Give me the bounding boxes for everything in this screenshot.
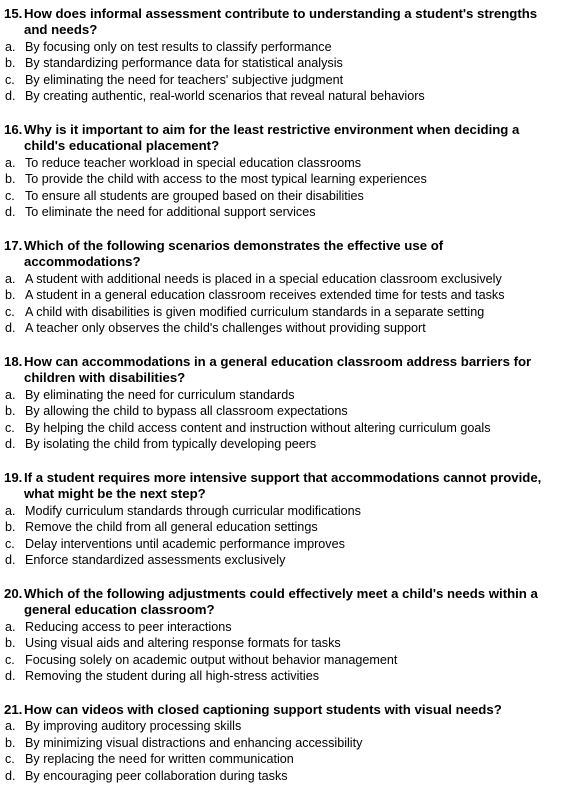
option-d: [0, 436, 567, 452]
option-letter: c.: [5, 304, 15, 319]
question-16: [0, 122, 567, 220]
option-letter: b.: [5, 735, 16, 750]
option-d: [0, 768, 567, 784]
question-18: [0, 354, 567, 452]
question-heading: [0, 470, 567, 503]
option-text: Focusing solely on academic output without behavior management: [25, 652, 398, 667]
option-a: [0, 387, 567, 403]
option-c: [0, 304, 567, 320]
option-letter: d.: [5, 768, 16, 783]
option-text: A teacher only observes the child's challenges without providing support: [25, 321, 426, 336]
option-a: [0, 271, 567, 287]
option-letter: d.: [5, 89, 16, 104]
option-letter: c.: [5, 420, 15, 435]
option-letter: b.: [5, 172, 16, 187]
question-text: Why is it important to aim for the least restrictive environment when deciding a child's educational placement?: [24, 122, 520, 154]
option-letter: c.: [5, 536, 15, 551]
option-b: [0, 55, 567, 71]
option-text: By improving auditory processing skills: [25, 719, 242, 734]
option-text: By eliminating the need for curriculum standards: [25, 387, 295, 402]
option-text: To eliminate the need for additional support services: [25, 205, 316, 220]
option-letter: d.: [5, 205, 16, 220]
option-c: [0, 751, 567, 767]
option-text: By focusing only on test results to classify performance: [25, 39, 332, 54]
option-b: [0, 403, 567, 419]
option-text: A student in a general education classroom receives extended time for tests and tasks: [25, 288, 505, 303]
question-text: Which of the following scenarios demonstrates the effective use of accommodations?: [24, 238, 444, 270]
option-letter: a.: [5, 271, 16, 286]
option-text: By standardizing performance data for statistical analysis: [25, 56, 343, 71]
question-text: Which of the following adjustments could effectively meet a child's needs within a general education classroom?: [24, 586, 538, 618]
option-a: [0, 503, 567, 519]
option-letter: c.: [5, 188, 15, 203]
question-number: 20.: [4, 586, 23, 601]
question-15: [0, 6, 567, 104]
option-d: [0, 320, 567, 336]
option-letter: a.: [5, 39, 16, 54]
option-text: By replacing the need for written communication: [25, 752, 294, 767]
option-c: [0, 536, 567, 552]
option-a: [0, 155, 567, 171]
option-letter: d.: [5, 669, 16, 684]
option-letter: b.: [5, 520, 16, 535]
option-b: [0, 635, 567, 651]
option-text: By encouraging peer collaboration during tasks: [25, 768, 288, 783]
option-b: [0, 171, 567, 187]
question-text: How can accommodations in a general education classroom address barriers for children with disabilities?: [24, 354, 532, 386]
option-c: [0, 72, 567, 88]
option-a: [0, 39, 567, 55]
option-text: By minimizing visual distractions and enhancing accessibility: [25, 735, 363, 750]
option-a: [0, 718, 567, 734]
option-text: Using visual aids and altering response formats for tasks: [25, 636, 341, 651]
option-letter: b.: [5, 404, 16, 419]
option-text: Removing the student during all high-stress activities: [25, 669, 319, 684]
question-text: If a student requires more intensive support that accommodations cannot provide, what might be the next step?: [24, 470, 542, 502]
option-c: [0, 188, 567, 204]
option-b: [0, 735, 567, 751]
option-text: By helping the child access content and instruction without altering curriculum goals: [25, 420, 491, 435]
option-d: [0, 552, 567, 568]
option-text: Modify curriculum standards through curricular modifications: [25, 503, 361, 518]
option-text: By isolating the child from typically developing peers: [25, 437, 317, 452]
option-d: [0, 88, 567, 104]
question-heading: [0, 122, 567, 155]
question-number: 15.: [4, 6, 23, 21]
option-d: [0, 668, 567, 684]
question-20: [0, 586, 567, 684]
option-letter: b.: [5, 56, 16, 71]
option-text: By allowing the child to bypass all classroom expectations: [25, 404, 348, 419]
question-number: 17.: [4, 238, 23, 253]
question-text: How does informal assessment contribute to understanding a student's strengths and needs?: [24, 6, 538, 38]
option-letter: d.: [5, 553, 16, 568]
option-text: Enforce standardized assessments exclusively: [25, 553, 286, 568]
option-letter: c.: [5, 752, 15, 767]
question-number: 18.: [4, 354, 23, 369]
option-letter: a.: [5, 619, 16, 634]
option-text: Remove the child from all general education settings: [25, 520, 318, 535]
option-letter: b.: [5, 636, 16, 651]
question-heading: [0, 6, 567, 39]
option-b: [0, 287, 567, 303]
option-letter: c.: [5, 652, 15, 667]
question-17: [0, 238, 567, 336]
option-a: [0, 619, 567, 635]
option-d: [0, 204, 567, 220]
option-letter: d.: [5, 437, 16, 452]
option-letter: a.: [5, 387, 16, 402]
option-text: To ensure all students are grouped based on their disabilities: [25, 188, 364, 203]
option-letter: a.: [5, 503, 16, 518]
question-19: [0, 470, 567, 568]
option-text: A student with additional needs is placed in a special education classroom exclusively: [25, 271, 502, 286]
option-text: Delay interventions until academic performance improves: [25, 536, 345, 551]
option-c: [0, 420, 567, 436]
option-b: [0, 519, 567, 535]
option-c: [0, 652, 567, 668]
option-text: A child with disabilities is given modified curriculum standards in a separate setting: [25, 304, 485, 319]
option-letter: c.: [5, 72, 15, 87]
question-text: How can videos with closed captioning support students with visual needs?: [24, 702, 502, 717]
option-letter: a.: [5, 719, 16, 734]
question-21: [0, 702, 567, 784]
option-text: By eliminating the need for teachers' subjective judgment: [25, 72, 344, 87]
option-text: By creating authentic, real-world scenarios that reveal natural behaviors: [25, 89, 425, 104]
question-number: 19.: [4, 470, 23, 485]
question-number: 21.: [4, 702, 23, 717]
question-number: 16.: [4, 122, 23, 137]
question-heading: [0, 354, 567, 387]
question-heading: [0, 702, 567, 718]
option-letter: d.: [5, 321, 16, 336]
question-heading: [0, 586, 567, 619]
option-text: Reducing access to peer interactions: [25, 619, 232, 634]
question-heading: [0, 238, 567, 271]
option-letter: b.: [5, 288, 16, 303]
option-text: To provide the child with access to the most typical learning experiences: [25, 172, 427, 187]
option-letter: a.: [5, 155, 16, 170]
option-text: To reduce teacher workload in special education classrooms: [25, 155, 362, 170]
